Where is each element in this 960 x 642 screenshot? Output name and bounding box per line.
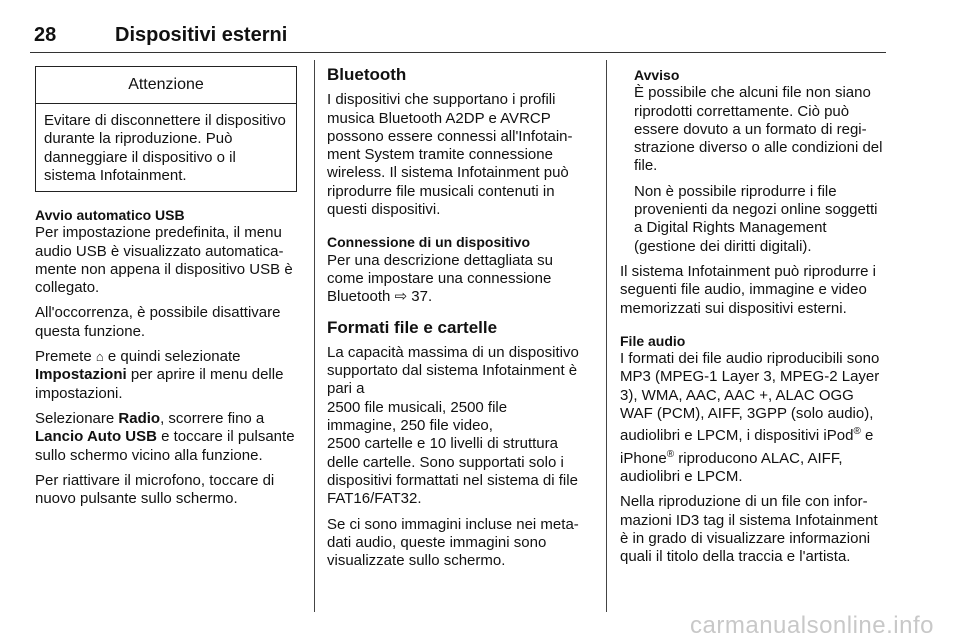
text: e quindi selezionate	[103, 348, 241, 366]
paragraph: Per impostazione predefinita, il menu audio USB è visualizzato automaticamente non appena il dispositivo USB è collegato.	[35, 224, 293, 297]
warning-text: Evitare di disconnettere il dispositivo durante la riproduzione. Può danneggiare il dispositivo o il sistema Infotainment.	[44, 112, 286, 184]
text: e toccare il pulsante sullo schermo vicino alla funzione.	[35, 428, 295, 464]
text: e iPhone	[620, 427, 874, 467]
paragraph	[35, 348, 301, 403]
text: I formati dei file audio riproducibili sono MP3 (MPEG-1 Layer 3, MPEG-2 Layer 3), WMA, AAC, AAC +, ALAC OGG WAF (PCM), AIFF, 3GPP (solo audio), audiolibri e LPCM, i dispositivi iPod	[620, 350, 880, 445]
text: Per una descrizione dettagliata su come impostare una connessione Bluetooth	[327, 251, 553, 306]
text: Selezionare	[35, 409, 119, 427]
note-paragraph: È possibile che alcuni file non siano riprodotti correttamente. Ciò può essere dovuto a un formato di registrazione diverso o alle condizioni del file.	[634, 84, 883, 175]
text: La capacità massima di un dispositivo supportato dal sistema Infotainment è pari a	[327, 343, 579, 398]
page-reference: ⇨ 37.	[394, 288, 433, 306]
text: Premete	[35, 348, 96, 366]
text: , scorrere fino a	[160, 409, 265, 427]
note-box	[620, 66, 888, 256]
text: riproducono ALAC, AIFF, audiolibri e LPCM.	[620, 449, 843, 485]
text: per aprire il menu delle impostazioni.	[35, 366, 284, 402]
heading-audio-files: File audio	[620, 332, 686, 349]
paragraph: I dispositivi che supportano i profili musica Bluetooth A2DP e AVRCP possono essere connessi all'Infotainment System tramite connessione wireless. Il sistema Infotainment può riprodurre file musicali contenuti in questi dispositivi.	[327, 91, 573, 219]
watermark: carmanualsonline.info	[690, 612, 934, 639]
warning-box	[35, 66, 297, 192]
text: delle cartelle. Sono supportati solo i dispositivi formattati nel sistema di file FAT16/FAT32.	[327, 453, 578, 508]
paragraph: Per riattivare il microfono, toccare di nuovo pulsante sullo schermo.	[35, 471, 275, 508]
warning-title: Attenzione	[36, 67, 296, 104]
column-3	[620, 66, 888, 573]
note-paragraph: Non è possibile riprodurre i file provenienti da negozi online soggetti a Digital Rights Management (gestione dei diritti digitali).	[634, 182, 878, 255]
paragraph	[327, 252, 592, 307]
menu-label: Lancio Auto USB	[35, 428, 157, 446]
page-number: 28	[34, 24, 57, 46]
page-title: Dispositivi esterni	[115, 24, 288, 46]
column-divider	[606, 60, 607, 612]
paragraph: Se ci sono immagini incluse nei metadati audio, queste immagini sono visualizzate sullo schermo.	[327, 515, 579, 570]
column-2	[327, 66, 592, 577]
registered-mark: ®	[853, 426, 861, 438]
text: 2500 file musicali, 2500 file	[327, 398, 508, 416]
column-divider	[314, 60, 315, 612]
paragraph: All'occorrenza, è possibile disattivare questa funzione.	[35, 304, 281, 340]
text: 2500 cartelle e 10 livelli di struttura	[327, 435, 558, 453]
menu-label: Radio	[118, 409, 161, 427]
page-header	[30, 22, 886, 53]
heading-file-formats: Formati file e cartelle	[327, 317, 498, 337]
note-title: Avviso	[634, 67, 680, 83]
paragraph	[620, 350, 888, 486]
paragraph	[327, 344, 592, 509]
column-1	[35, 206, 301, 515]
paragraph	[35, 410, 301, 465]
heading-usb-autostart: Avvio automatico USB	[35, 207, 185, 223]
paragraph: Il sistema Infotainment può riprodurre i seguenti file audio, immagine e video memorizzati sui dispositivi esterni.	[620, 262, 876, 317]
heading-bluetooth: Bluetooth	[327, 65, 407, 84]
heading-connect-device: Connessione di un dispositivo	[327, 234, 531, 251]
text: immagine, 250 file video,	[327, 417, 493, 435]
menu-label: Impostazioni	[35, 366, 127, 384]
paragraph: Nella riproduzione di un file con informazioni ID3 tag il sistema Infotainment è in grado di visualizzare informazioni quali il titolo della traccia e l'artista.	[620, 493, 878, 566]
registered-mark: ®	[666, 448, 675, 460]
home-icon: ⌂	[95, 349, 104, 365]
